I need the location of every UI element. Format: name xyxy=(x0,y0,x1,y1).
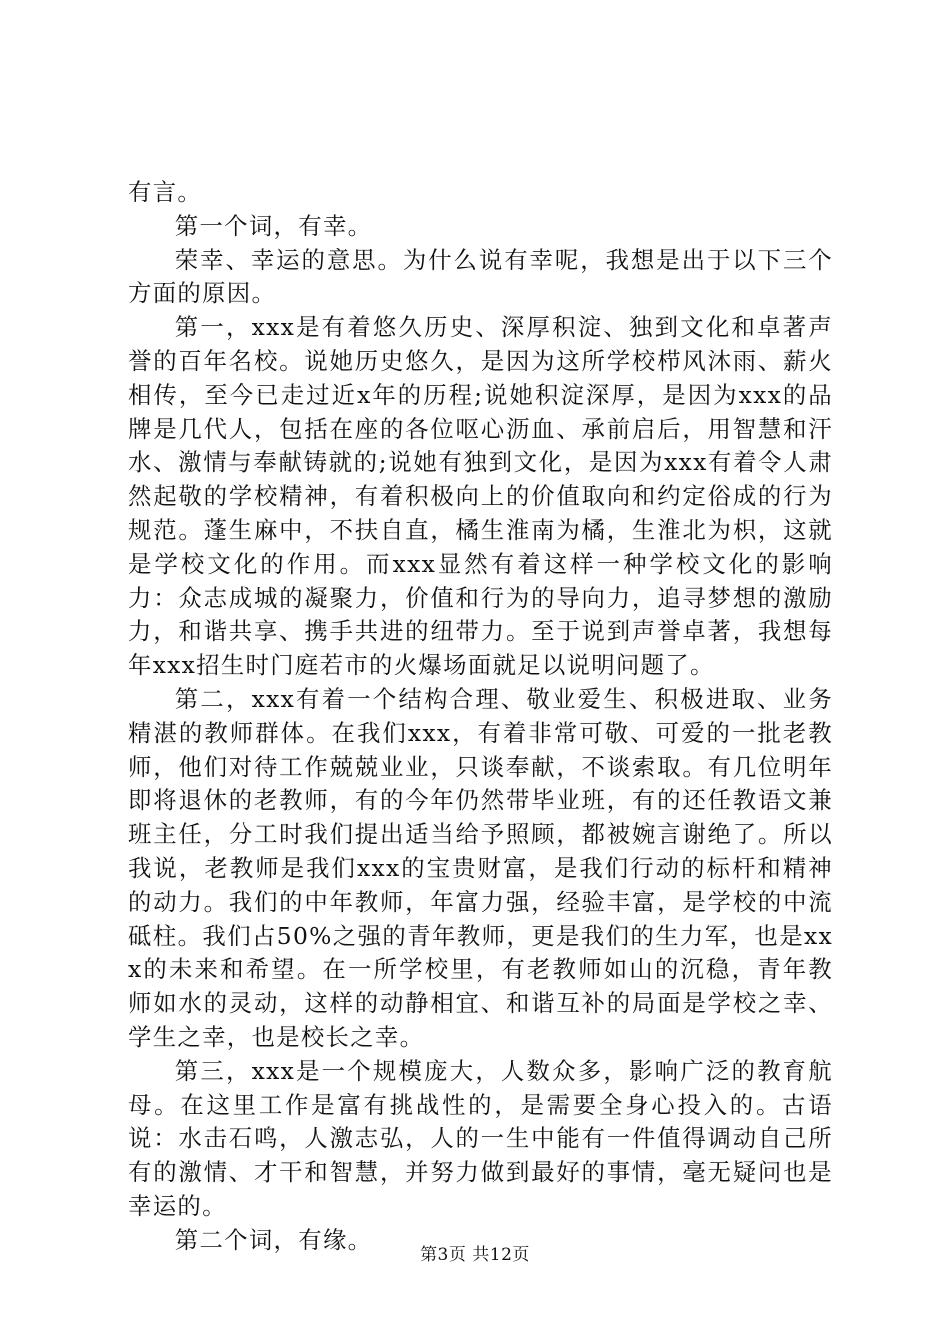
paragraph-point-two: 第二，xxx有着一个结构合理、敬业爱生、积极进取、业务精湛的教师群体。在我们xxx，有着非常可敬、可爱的一批老教师，他们对待工作兢兢业业，只谈奉献，不谈索取。有几位明年即将退休的老教师，有的今年仍然带毕业班，有的还任教语文兼班主任，分工时我们提出适当给予照顾，都被婉言谢绝了。所以我说，老教师是我们xxx的宝贵财富，是我们行动的标杆和精神的动力。我们的中年教师，年富力强，经验丰富，是学校的中流砥柱。我们占50%之强的青年教师，更是我们的生力军，也是xxx的未来和希望。在一所学校里，有老教师如山的沉稳，青年教师如水的灵动，这样的动静相宜、和谐互补的局面是学校之幸、学生之幸，也是校长之幸。 xyxy=(128,684,833,1051)
paragraph-point-three: 第三，xxx是一个规模庞大，人数众多，影响广泛的教育航母。在这里工作是富有挑战性的，是需要全身心投入的。古语说：水击石鸣，人激志弘，人的一生中能有一件值得调动自己所有的激情、才干和智慧，并努力做到最好的事情，毫无疑问也是幸运的。 xyxy=(128,1056,833,1220)
paragraph-continuation: 有言。 xyxy=(128,178,203,206)
section-heading-first-word: 第一个词，有幸。 xyxy=(174,211,373,240)
section-heading-second-word: 第二个词，有缘。 xyxy=(174,1225,373,1254)
paragraph-point-one: 第一，xxx是有着悠久历史、深厚积淀、独到文化和卓著声誉的百年名校。说她历史悠久，是因为这所学校栉风沐雨、薪火相传，至今已走过近x年的历程;说她积淀深厚，是因为xxx的品牌是几代人，包括在座的各位呕心沥血、承前启后，用智慧和汗水、激情与奉献铸就的;说她有独到文化，是因为xxx有着令人肃然起敬的学校精神，有着积极向上的价值取向和约定俗成的行为规范。蓬生麻中，不扶自直，橘生淮南为橘，生淮北为枳，这就是学校文化的作用。而xxx显然有着这样一种学校文化的影响力：众志成城的凝聚力，价值和行为的导向力，追寻梦想的激励力，和谐共享、携手共进的纽带力。至于说到声誉卓著，我想每年xxx招生时门庭若市的火爆场面就足以说明问题了。 xyxy=(128,313,833,680)
document-body xyxy=(128,176,833,1258)
paragraph-meaning: 荣幸、幸运的意思。为什么说有幸呢，我想是出于以下三个方面的原因。 xyxy=(128,245,833,308)
page-number-footer: 第3页 共12页 xyxy=(420,1245,530,1265)
